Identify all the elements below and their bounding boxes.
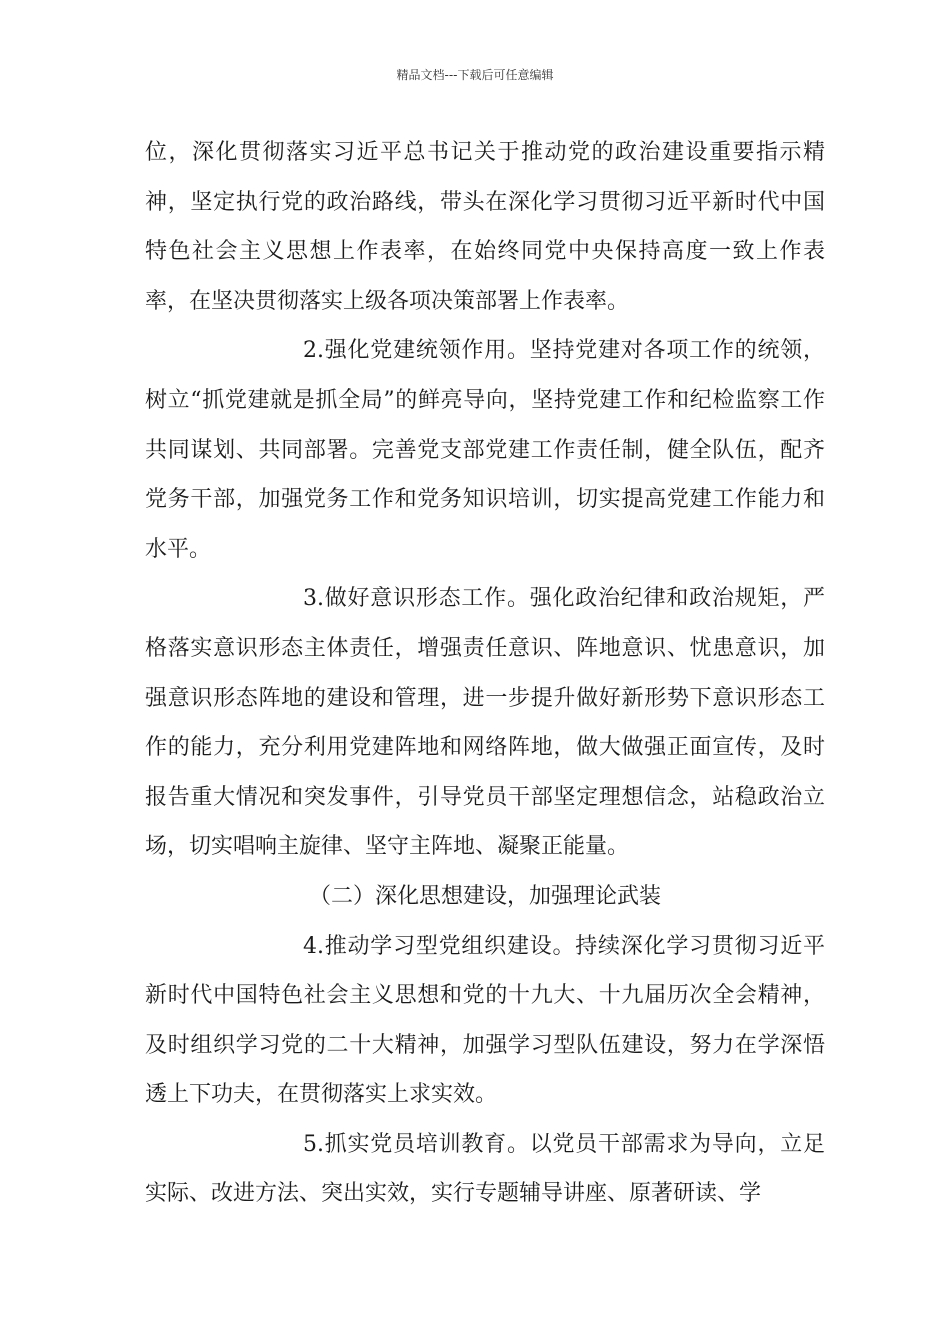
section-heading: （二）深化思想建设，加强理论武装	[308, 883, 661, 909]
page-header: 精品文档---下载后可任意编辑	[396, 68, 554, 82]
paragraph-item-4: 4.推动学习型党组织建设。持续深化学习贯彻习近平新时代中国特色社会主义思想和党的十九大、十九届历次全会精神，及时组织学习党的二十大精神，加强学习型队伍建设，努力在学深悟透上下功夫，在贯彻落实上求实效。	[145, 933, 825, 1108]
paragraph-item-2: 2.强化党建统领作用。坚持党建对各项工作的统领，树立“抓党建就是抓全局”的鲜亮导向，坚持党建工作和纪检监察工作共同谋划、共同部署。完善党支部党建工作责任制，健全队伍，配齐党务干部，加强党务工作和党务知识培训，切实提高党建工作能力和水平。	[145, 338, 825, 562]
document-body	[145, 128, 825, 1219]
paragraph-item-5: 5.抓实党员培训教育。以党员干部需求为导向，立足实际、改进方法、突出实效，实行专题辅导讲座、原著研读、学	[145, 1131, 825, 1207]
paragraph-continuation: 位，深化贯彻落实习近平总书记关于推动党的政治建设重要指示精神，坚定执行党的政治路线，带头在深化学习贯彻习近平新时代中国特色社会主义思想上作表率，在始终同党中央保持高度一致上作表率，在坚决贯彻落实上级各项决策部署上作表率。	[145, 140, 825, 314]
paragraph-item-3: 3.做好意识形态工作。强化政治纪律和政治规矩，严格落实意识形态主体责任，增强责任意识、阵地意识、忧患意识，加强意识形态阵地的建设和管理，进一步提升做好新形势下意识形态工作的能力，充分利用党建阵地和网络阵地，做大做强正面宣传，及时报告重大情况和突发事件，引导党员干部坚定理想信念，站稳政治立场，切实唱响主旋律、坚守主阵地、凝聚正能量。	[145, 586, 825, 860]
